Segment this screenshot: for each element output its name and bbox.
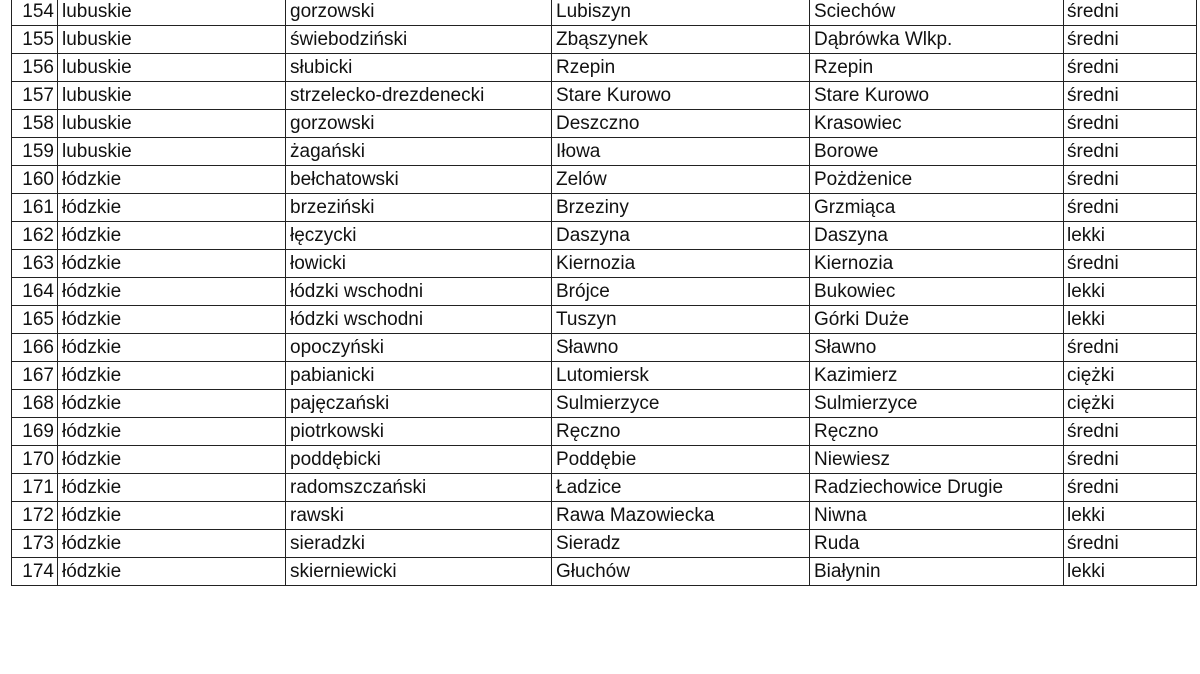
table-row	[12, 54, 1197, 82]
county-cell: łódzki wschodni	[286, 306, 552, 334]
table-row	[12, 530, 1197, 558]
province-cell: łódzkie	[58, 390, 286, 418]
row-number-cell: 162	[12, 222, 58, 250]
province-cell: łódzkie	[58, 502, 286, 530]
province-cell: łódzkie	[58, 194, 286, 222]
level-cell: średni	[1064, 54, 1197, 82]
county-cell: gorzowski	[286, 0, 552, 26]
row-number-cell: 154	[12, 0, 58, 26]
level-cell: lekki	[1064, 502, 1197, 530]
locality-cell: Górki Duże	[810, 306, 1064, 334]
level-cell: średni	[1064, 250, 1197, 278]
county-cell: pajęczański	[286, 390, 552, 418]
locality-cell: Kiernozia	[810, 250, 1064, 278]
commune-cell: Lutomiersk	[552, 362, 810, 390]
level-cell: średni	[1064, 26, 1197, 54]
province-cell: łódzkie	[58, 278, 286, 306]
commune-cell: Rzepin	[552, 54, 810, 82]
province-cell: łódzkie	[58, 446, 286, 474]
county-cell: żagański	[286, 138, 552, 166]
row-number-cell: 168	[12, 390, 58, 418]
level-cell: średni	[1064, 110, 1197, 138]
county-cell: poddębicki	[286, 446, 552, 474]
commune-cell: Rawa Mazowiecka	[552, 502, 810, 530]
commune-cell: Iłowa	[552, 138, 810, 166]
row-number-cell: 167	[12, 362, 58, 390]
level-cell: średni	[1064, 138, 1197, 166]
county-cell: bełchatowski	[286, 166, 552, 194]
county-cell: brzeziński	[286, 194, 552, 222]
province-cell: łódzkie	[58, 334, 286, 362]
commune-cell: Głuchów	[552, 558, 810, 586]
level-cell: ciężki	[1064, 390, 1197, 418]
row-number-cell: 171	[12, 474, 58, 502]
level-cell: lekki	[1064, 306, 1197, 334]
table-row	[12, 474, 1197, 502]
table-row	[12, 138, 1197, 166]
province-cell: łódzkie	[58, 474, 286, 502]
county-cell: strzelecko-drezdenecki	[286, 82, 552, 110]
locality-cell: Sulmierzyce	[810, 390, 1064, 418]
commune-cell: Poddębie	[552, 446, 810, 474]
commune-cell: Sławno	[552, 334, 810, 362]
commune-cell: Zelów	[552, 166, 810, 194]
commune-cell: Stare Kurowo	[552, 82, 810, 110]
county-cell: łowicki	[286, 250, 552, 278]
province-cell: łódzkie	[58, 418, 286, 446]
row-number-cell: 165	[12, 306, 58, 334]
table-body	[12, 0, 1197, 586]
locality-cell: Dąbrówka Wlkp.	[810, 26, 1064, 54]
county-cell: gorzowski	[286, 110, 552, 138]
level-cell: średni	[1064, 0, 1197, 26]
commune-cell: Tuszyn	[552, 306, 810, 334]
row-number-cell: 170	[12, 446, 58, 474]
province-cell: lubuskie	[58, 82, 286, 110]
table-row	[12, 250, 1197, 278]
locality-cell: Białynin	[810, 558, 1064, 586]
row-number-cell: 163	[12, 250, 58, 278]
level-cell: średni	[1064, 166, 1197, 194]
county-cell: słubicki	[286, 54, 552, 82]
locality-cell: Radziechowice Drugie	[810, 474, 1064, 502]
level-cell: lekki	[1064, 278, 1197, 306]
province-cell: łódzkie	[58, 166, 286, 194]
table-row	[12, 0, 1197, 26]
county-cell: pabianicki	[286, 362, 552, 390]
table-row	[12, 166, 1197, 194]
province-cell: łódzkie	[58, 558, 286, 586]
locality-cell: Krasowiec	[810, 110, 1064, 138]
level-cell: ciężki	[1064, 362, 1197, 390]
locality-cell: Kazimierz	[810, 362, 1064, 390]
table-row	[12, 502, 1197, 530]
row-number-cell: 158	[12, 110, 58, 138]
province-cell: lubuskie	[58, 26, 286, 54]
commune-cell: Ładzice	[552, 474, 810, 502]
locality-cell: Stare Kurowo	[810, 82, 1064, 110]
province-cell: lubuskie	[58, 54, 286, 82]
data-table	[11, 0, 1197, 586]
level-cell: średni	[1064, 418, 1197, 446]
level-cell: średni	[1064, 194, 1197, 222]
county-cell: radomszczański	[286, 474, 552, 502]
county-cell: sieradzki	[286, 530, 552, 558]
commune-cell: Brójce	[552, 278, 810, 306]
county-cell: skierniewicki	[286, 558, 552, 586]
commune-cell: Sulmierzyce	[552, 390, 810, 418]
commune-cell: Daszyna	[552, 222, 810, 250]
locality-cell: Niwna	[810, 502, 1064, 530]
row-number-cell: 173	[12, 530, 58, 558]
locality-cell: Ręczno	[810, 418, 1064, 446]
row-number-cell: 155	[12, 26, 58, 54]
commune-cell: Zbąszynek	[552, 26, 810, 54]
level-cell: lekki	[1064, 222, 1197, 250]
locality-cell: Bukowiec	[810, 278, 1064, 306]
commune-cell: Deszczno	[552, 110, 810, 138]
locality-cell: Rzepin	[810, 54, 1064, 82]
table-row	[12, 278, 1197, 306]
row-number-cell: 172	[12, 502, 58, 530]
province-cell: lubuskie	[58, 0, 286, 26]
locality-cell: Sciechów	[810, 0, 1064, 26]
level-cell: średni	[1064, 334, 1197, 362]
row-number-cell: 161	[12, 194, 58, 222]
table-row	[12, 558, 1197, 586]
county-cell: świebodziński	[286, 26, 552, 54]
locality-cell: Grzmiąca	[810, 194, 1064, 222]
row-number-cell: 156	[12, 54, 58, 82]
county-cell: rawski	[286, 502, 552, 530]
province-cell: lubuskie	[58, 110, 286, 138]
table-row	[12, 110, 1197, 138]
commune-cell: Sieradz	[552, 530, 810, 558]
locality-cell: Sławno	[810, 334, 1064, 362]
province-cell: łódzkie	[58, 530, 286, 558]
table-row	[12, 390, 1197, 418]
row-number-cell: 166	[12, 334, 58, 362]
table-row	[12, 418, 1197, 446]
table-row	[12, 334, 1197, 362]
level-cell: średni	[1064, 446, 1197, 474]
locality-cell: Niewiesz	[810, 446, 1064, 474]
province-cell: lubuskie	[58, 138, 286, 166]
locality-cell: Daszyna	[810, 222, 1064, 250]
table-row	[12, 82, 1197, 110]
level-cell: średni	[1064, 82, 1197, 110]
level-cell: średni	[1064, 530, 1197, 558]
locality-cell: Pożdżenice	[810, 166, 1064, 194]
table-row	[12, 26, 1197, 54]
locality-cell: Ruda	[810, 530, 1064, 558]
province-cell: łódzkie	[58, 362, 286, 390]
province-cell: łódzkie	[58, 222, 286, 250]
table-row	[12, 446, 1197, 474]
locality-cell: Borowe	[810, 138, 1064, 166]
row-number-cell: 169	[12, 418, 58, 446]
county-cell: piotrkowski	[286, 418, 552, 446]
county-cell: łódzki wschodni	[286, 278, 552, 306]
commune-cell: Ręczno	[552, 418, 810, 446]
row-number-cell: 174	[12, 558, 58, 586]
row-number-cell: 157	[12, 82, 58, 110]
table-row	[12, 306, 1197, 334]
province-cell: łódzkie	[58, 306, 286, 334]
row-number-cell: 160	[12, 166, 58, 194]
table-row	[12, 194, 1197, 222]
commune-cell: Lubiszyn	[552, 0, 810, 26]
row-number-cell: 159	[12, 138, 58, 166]
county-cell: opoczyński	[286, 334, 552, 362]
level-cell: średni	[1064, 474, 1197, 502]
row-number-cell: 164	[12, 278, 58, 306]
commune-cell: Kiernozia	[552, 250, 810, 278]
table-row	[12, 362, 1197, 390]
county-cell: łęczycki	[286, 222, 552, 250]
table-row	[12, 222, 1197, 250]
level-cell: lekki	[1064, 558, 1197, 586]
commune-cell: Brzeziny	[552, 194, 810, 222]
province-cell: łódzkie	[58, 250, 286, 278]
